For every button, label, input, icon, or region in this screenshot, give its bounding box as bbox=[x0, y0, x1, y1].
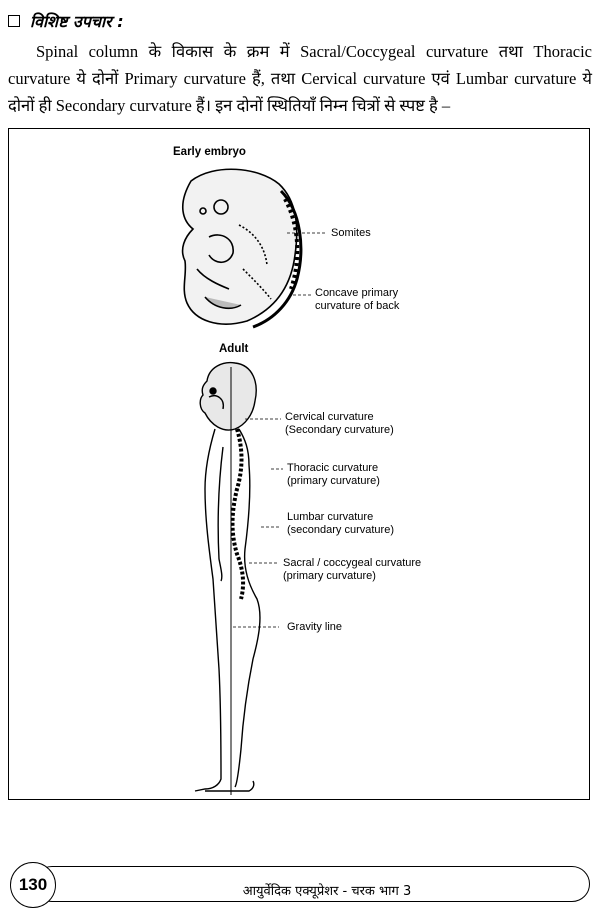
section-heading bbox=[8, 10, 124, 32]
square-bullet-icon bbox=[8, 15, 20, 27]
concave-curvature-label: Concave primary curvature of back bbox=[315, 287, 400, 312]
intro-paragraph: Spinal column के विकास के क्रम में Sacral/Coccygeal curvature तथा Thoracic curvature ये दोनों Primary curvature हैं, तथा Cervical curvature एवं Lumbar curvature ये दोनों ही Secondary curvature हैं। इन दोनों स्थितियाँ निम्न चित्रों से स्पष्ट है – bbox=[8, 42, 592, 115]
spine-illustration bbox=[233, 429, 244, 599]
adult-body-outline bbox=[195, 363, 260, 791]
embryo-title: Early embryo bbox=[173, 146, 246, 158]
cervical-curvature-label: Cervical curvature (Secondary curvature) bbox=[285, 411, 394, 436]
thoracic-curvature-label: Thoracic curvature (primary curvature) bbox=[287, 462, 380, 487]
somites-label: Somites bbox=[331, 227, 371, 239]
embryo-illustration bbox=[183, 169, 301, 327]
book-title: आयुर्वेदिक एक्यूप्रेशर - चरक भाग 3 bbox=[242, 884, 412, 899]
lumbar-curvature-label: Lumbar curvature (secondary curvature) bbox=[287, 511, 394, 536]
sacral-curvature-label: Sacral / coccygeal curvature (primary curvature) bbox=[283, 557, 422, 582]
section-heading-text: विशिष्ट उपचार : bbox=[30, 12, 124, 31]
gravity-line-label: Gravity line bbox=[287, 621, 343, 633]
page-footer bbox=[10, 862, 592, 908]
footer-bar bbox=[34, 866, 590, 902]
spine-curvature-figure bbox=[8, 128, 590, 800]
page-number: 130 bbox=[10, 862, 56, 908]
adult-title: Adult bbox=[219, 343, 249, 355]
